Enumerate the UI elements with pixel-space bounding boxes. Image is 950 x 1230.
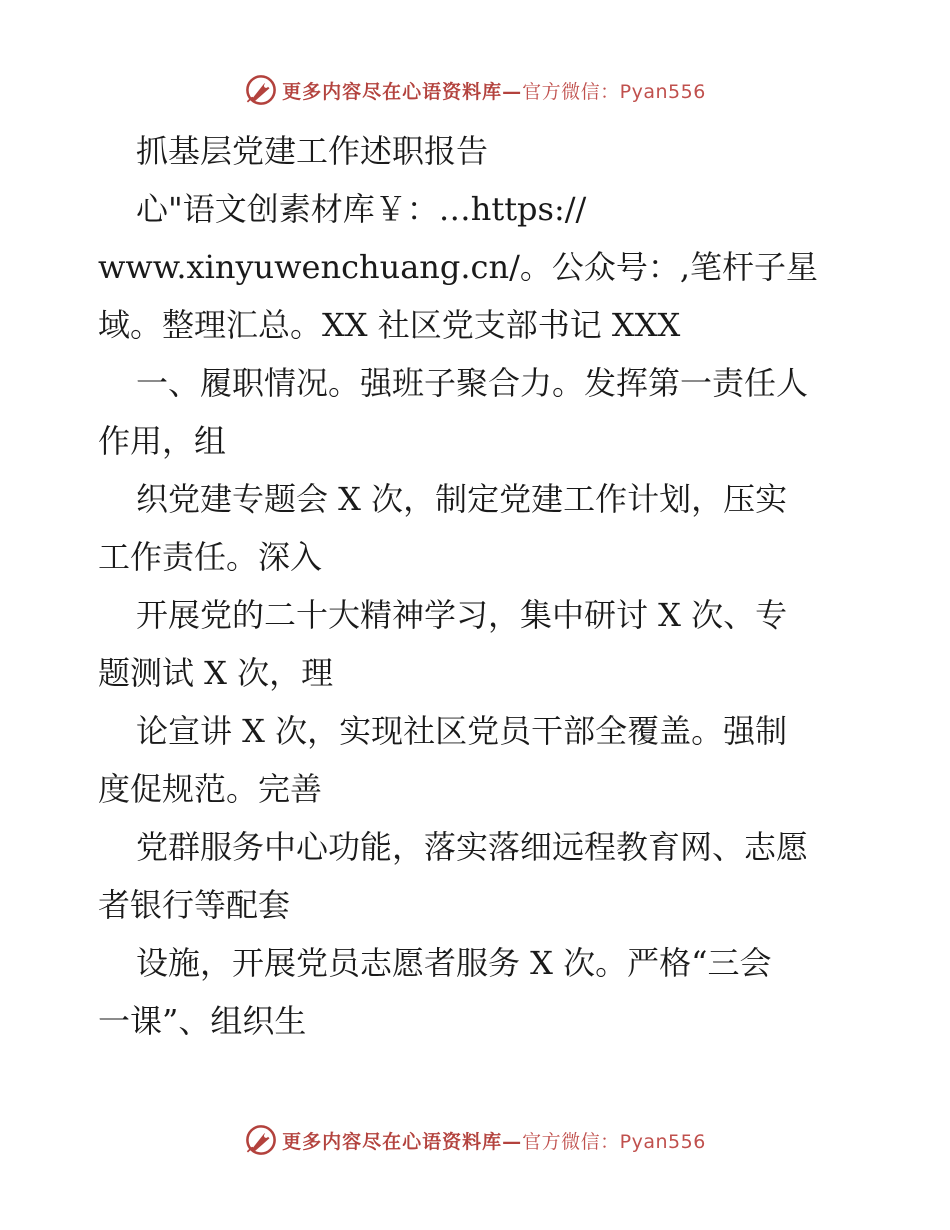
watermark-text: 更多内容尽在心语资料库—官方微信：Pyan556 <box>282 80 706 103</box>
watermark-text: 更多内容尽在心语资料库—官方微信：Pyan556 <box>282 1130 706 1153</box>
paragraph-line: 者银行等配套 <box>98 886 291 924</box>
paragraph-line: 一课”、组织生 <box>98 1002 307 1040</box>
paragraph-line: 开展党的二十大精神学习，集中研讨 X 次、专 <box>136 596 788 634</box>
header-watermark-banner <box>0 70 950 110</box>
paragraph-line: 度促规范。完善 <box>98 770 323 808</box>
document-body <box>98 122 858 1050</box>
pen-nib-logo-icon <box>244 1123 278 1157</box>
paragraph-line: 设施，开展党员志愿者服务 X 次。严格“三会 <box>136 944 772 982</box>
paragraph-line: 心"语文创素材库￥：…https:// <box>136 190 587 228</box>
paragraph-line: www.xinyuwenchuang.cn/。公众号：,笔杆子星 <box>98 248 819 286</box>
paragraph-line: 党群服务中心功能，落实落细远程教育网、志愿 <box>136 828 809 866</box>
pen-nib-logo-icon <box>244 73 278 107</box>
footer-watermark-banner <box>0 1120 950 1160</box>
paragraph-line: 一、履职情况。强班子聚合力。发挥第一责任人 <box>136 364 809 402</box>
paragraph-line: 题测试 X 次，理 <box>98 654 334 692</box>
paragraph-line: 作用，组 <box>98 422 227 460</box>
document-title: 抓基层党建工作述职报告 <box>136 132 489 170</box>
paragraph-line: 论宣讲 X 次，实现社区党员干部全覆盖。强制 <box>136 712 788 750</box>
paragraph-line: 工作责任。深入 <box>98 538 323 576</box>
paragraph-line: 织党建专题会 X 次，制定党建工作计划，压实 <box>136 480 788 518</box>
paragraph-line: 域。整理汇总。XX 社区党支部书记 XXX <box>98 306 681 344</box>
